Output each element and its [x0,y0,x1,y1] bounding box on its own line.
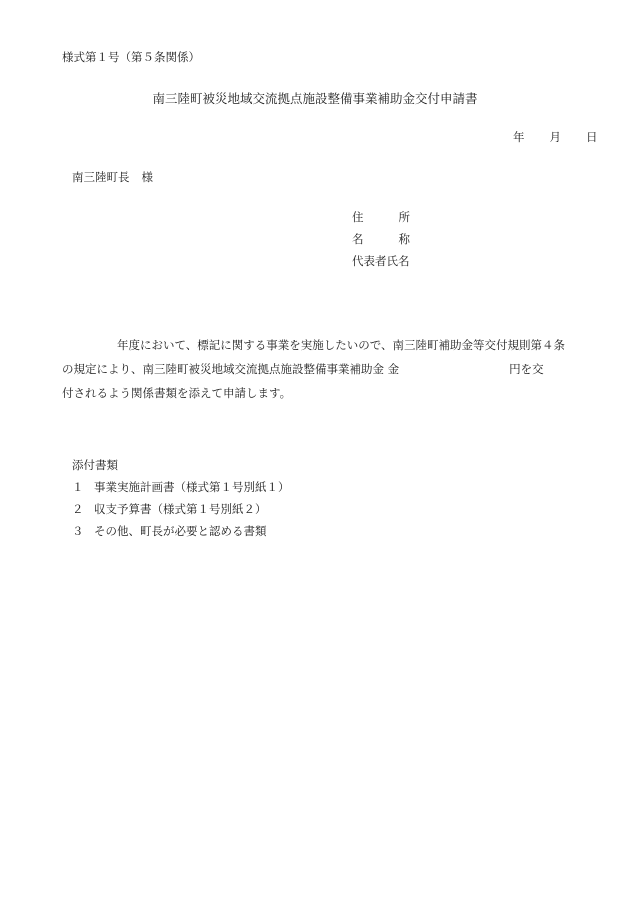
attachments-section [72,460,290,548]
form-number: 様式第１号（第５条関係） [62,50,200,64]
list-item [72,526,290,548]
body-line-3: 付されるよう関係書類を添えて申請します。 [62,386,292,400]
name-label: 名 称 [352,232,410,246]
applicant-block [352,212,410,278]
list-item [72,482,290,504]
item-text: 収支予算書（様式第１号別紙２） [94,502,267,516]
body-line-2a: の規定により、南三陸町被災地域交流拠点施設整備事業補助金 金 [62,362,400,376]
application-body [62,333,582,405]
item-number: ３ [72,524,84,538]
month-label: 月 [549,130,561,144]
document-title: 南三陸町被災地域交流拠点施設整備事業補助金交付申請書 [152,91,478,106]
addressee-name: 南三陸町長 [72,170,130,184]
body-line-2b: 円を交 [509,362,544,376]
year-label: 年 [513,130,525,144]
representative-label: 代表者氏名 [352,254,410,268]
item-text: その他、町長が必要と認める書類 [94,524,267,538]
item-number: ２ [72,502,84,516]
day-label: 日 [586,130,598,144]
date-line [488,132,598,144]
item-text: 事業実施計画書（様式第１号別紙１） [94,480,290,494]
item-number: １ [72,480,84,494]
addressee [72,172,153,184]
addressee-suffix: 様 [141,170,153,184]
body-line-1: 年度において、標記に関する事業を実施したいので、南三陸町補助金等交付規則第４条 [117,338,566,352]
attachments-heading: 添付書類 [72,458,118,472]
list-item [72,504,290,526]
address-label: 住 所 [352,210,410,224]
